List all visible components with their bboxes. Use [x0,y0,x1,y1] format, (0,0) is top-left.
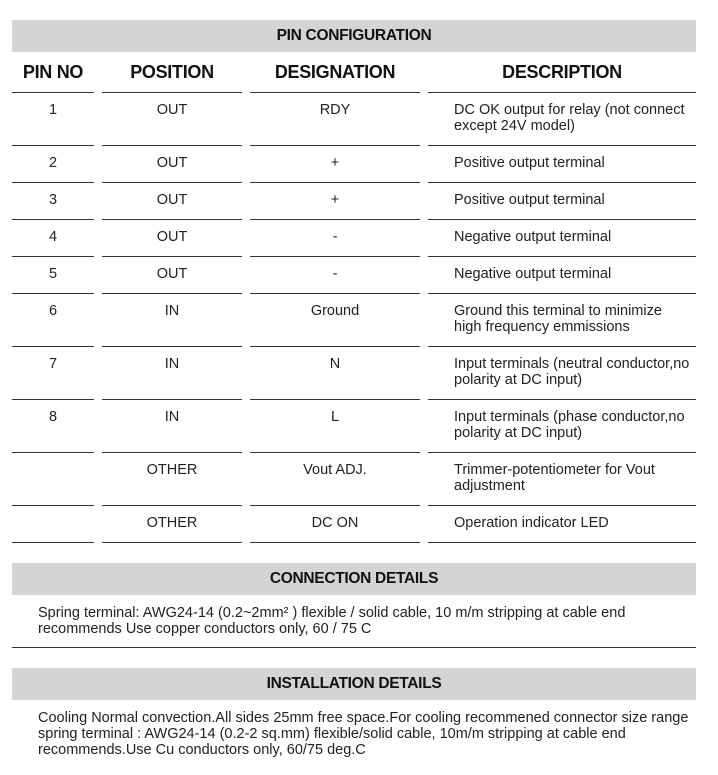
table-row [12,93,696,146]
pin-description: Trimmer-potentiometer for Vout adjustment [424,453,696,506]
table-row [12,453,696,506]
pin-number: 7 [12,347,98,400]
pin-designation: Vout ADJ. [246,453,424,506]
table-row [12,257,696,294]
table-row [12,400,696,453]
pin-number [12,506,98,543]
pin-number: 3 [12,183,98,220]
header-position: POSITION [98,52,246,93]
pin-position: IN [98,347,246,400]
pin-number: 1 [12,93,98,146]
pin-description: Ground this terminal to minimize high frequency emmissions [424,294,696,347]
table-row [12,294,696,347]
pin-designation: - [246,220,424,257]
pin-description: Operation indicator LED [424,506,696,543]
connection-details-title: CONNECTION DETAILS [12,563,696,595]
pin-designation: + [246,146,424,183]
table-row [12,183,696,220]
pin-position: OUT [98,220,246,257]
installation-details-title: INSTALLATION DETAILS [12,668,696,700]
pin-description: Positive output terminal [424,146,696,183]
header-pin-no: PIN NO [12,52,98,93]
pin-description: DC OK output for relay (not connect except 24V model) [424,93,696,146]
pin-number: 6 [12,294,98,347]
pin-designation: L [246,400,424,453]
installation-details-text: Cooling Normal convection.All sides 25mm free space.For cooling recommened connector size range spring terminal : AWG24-14 (0.2-2 sq.mm) flexible/solid cable, 10m/m stripping at cable end recommends.Use Cu conductors only, 60/75 deg.C [38,710,689,758]
header-designation: DESIGNATION [246,52,424,93]
pin-position: OTHER [98,506,246,543]
pin-position: OUT [98,146,246,183]
pin-designation: DC ON [246,506,424,543]
table-row [12,506,696,543]
table-header-row [12,52,696,93]
pin-number: 4 [12,220,98,257]
pin-configuration-table [12,52,696,543]
pin-description: Positive output terminal [424,183,696,220]
pin-description: Input terminals (phase conductor,no polarity at DC input) [424,400,696,453]
pin-designation: N [246,347,424,400]
pin-designation: - [246,257,424,294]
pin-designation: RDY [246,93,424,146]
pin-position: OUT [98,183,246,220]
pin-description: Negative output terminal [424,257,696,294]
header-description: DESCRIPTION [424,52,696,93]
table-row [12,220,696,257]
table-row [12,347,696,400]
connection-details-text: Spring terminal: AWG24-14 (0.2~2mm² ) flexible / solid cable, 10 m/m stripping at cable end recommends Use copper conductors only, 60 / 75 C [38,605,626,637]
pin-designation: Ground [246,294,424,347]
pin-number [12,453,98,506]
pin-position: OTHER [98,453,246,506]
pin-number: 5 [12,257,98,294]
pin-position: OUT [98,93,246,146]
pin-designation: + [246,183,424,220]
pin-description: Input terminals (neutral conductor,no polarity at DC input) [424,347,696,400]
pin-position: OUT [98,257,246,294]
pin-position: IN [98,400,246,453]
document [12,20,696,762]
pin-configuration-title: PIN CONFIGURATION [12,20,696,52]
pin-number: 2 [12,146,98,183]
pin-number: 8 [12,400,98,453]
pin-position: IN [98,294,246,347]
table-row [12,146,696,183]
pin-description: Negative output terminal [424,220,696,257]
